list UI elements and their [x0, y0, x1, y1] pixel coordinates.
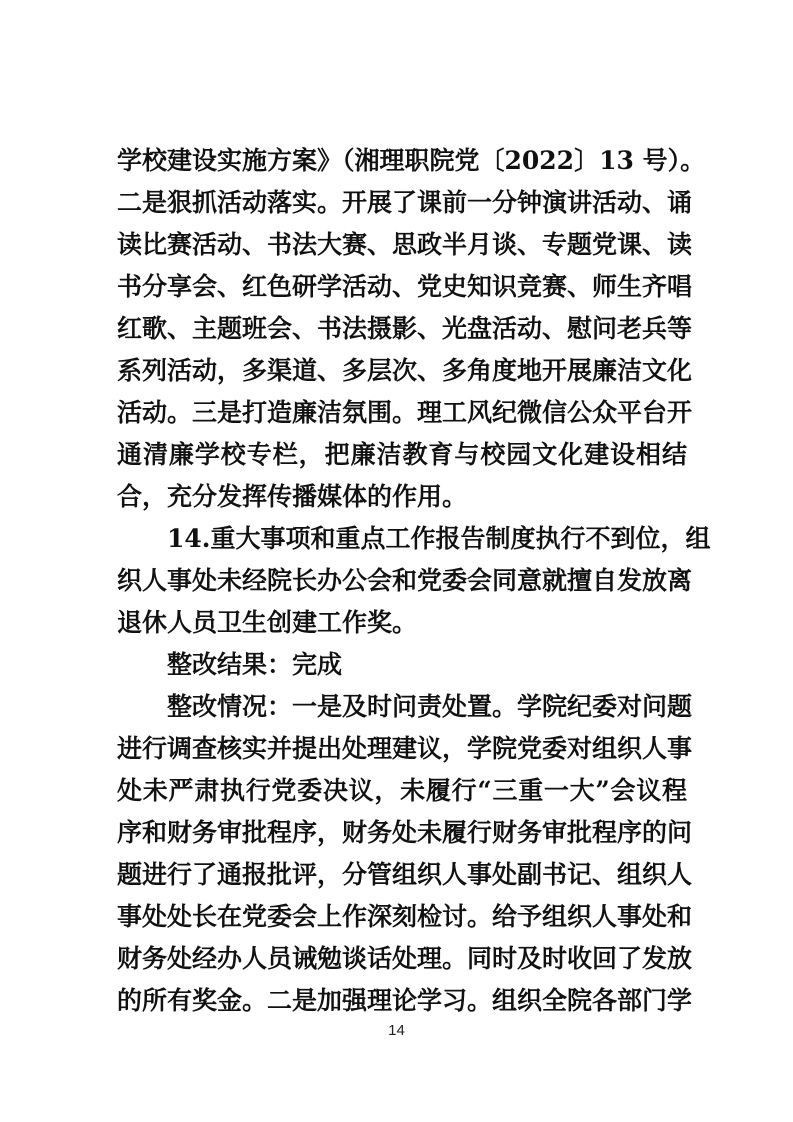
rectification-status-line: 整改情况：一是及时问责处置。学院纪委对问题 [167, 692, 693, 721]
text-line: 红歌、主题班会、书法摄影、光盘活动、慰问老兵等 [117, 314, 693, 343]
text-line: 读比赛活动、书法大赛、思政半月谈、专题党课、读 [117, 230, 693, 259]
text-line: 的所有奖金。二是加强理论学习。组织全院各部门学 [117, 986, 693, 1015]
text-line: 退休人员卫生创建工作奖。 [117, 608, 418, 637]
text-line: 处未严肃执行党委决议，未履行“三重一大”会议程 [117, 776, 687, 805]
text-line: 学校建设实施方案》（湘理职院党〔2022〕13 号）。 [117, 146, 706, 175]
text-line: 书分享会、红色研学活动、党史知识竞赛、师生齐唱 [117, 272, 693, 301]
text-line: 二是狠抓活动落实。开展了课前一分钟演讲活动、诵 [117, 188, 693, 217]
text-line: 系列活动，多渠道、多层次、多角度地开展廉洁文化 [117, 356, 693, 385]
text-line: 进行调查核实并提出处理建议，学院党委对组织人事 [117, 734, 693, 763]
text-line: 事处处长在党委会上作深刻检讨。给予组织人事处和 [117, 902, 693, 931]
rectification-result-line: 整改结果：完成 [167, 650, 343, 679]
page-number: 14 [388, 1022, 405, 1039]
text-line: 织人事处未经院长办公会和党委会同意就擅自发放离 [117, 566, 693, 595]
text-line: 财务处经办人员诫勉谈话处理。同时及时收回了发放 [117, 944, 693, 973]
text-line: 题进行了通报批评，分管组织人事处副书记、组织人 [117, 860, 693, 889]
body-text [117, 140, 711, 1022]
section-heading-line: 14.重大事项和重点工作报告制度执行不到位，组 [167, 524, 711, 553]
text-line: 活动。三是打造廉洁氛围。理工风纪微信公众平台开 [117, 398, 693, 427]
text-line: 通清廉学校专栏，把廉洁教育与校园文化建设相结 [117, 440, 687, 469]
text-line: 合，充分发挥传播媒体的作用。 [117, 482, 468, 511]
text-line: 序和财务审批程序，财务处未履行财务审批程序的问 [117, 818, 693, 847]
